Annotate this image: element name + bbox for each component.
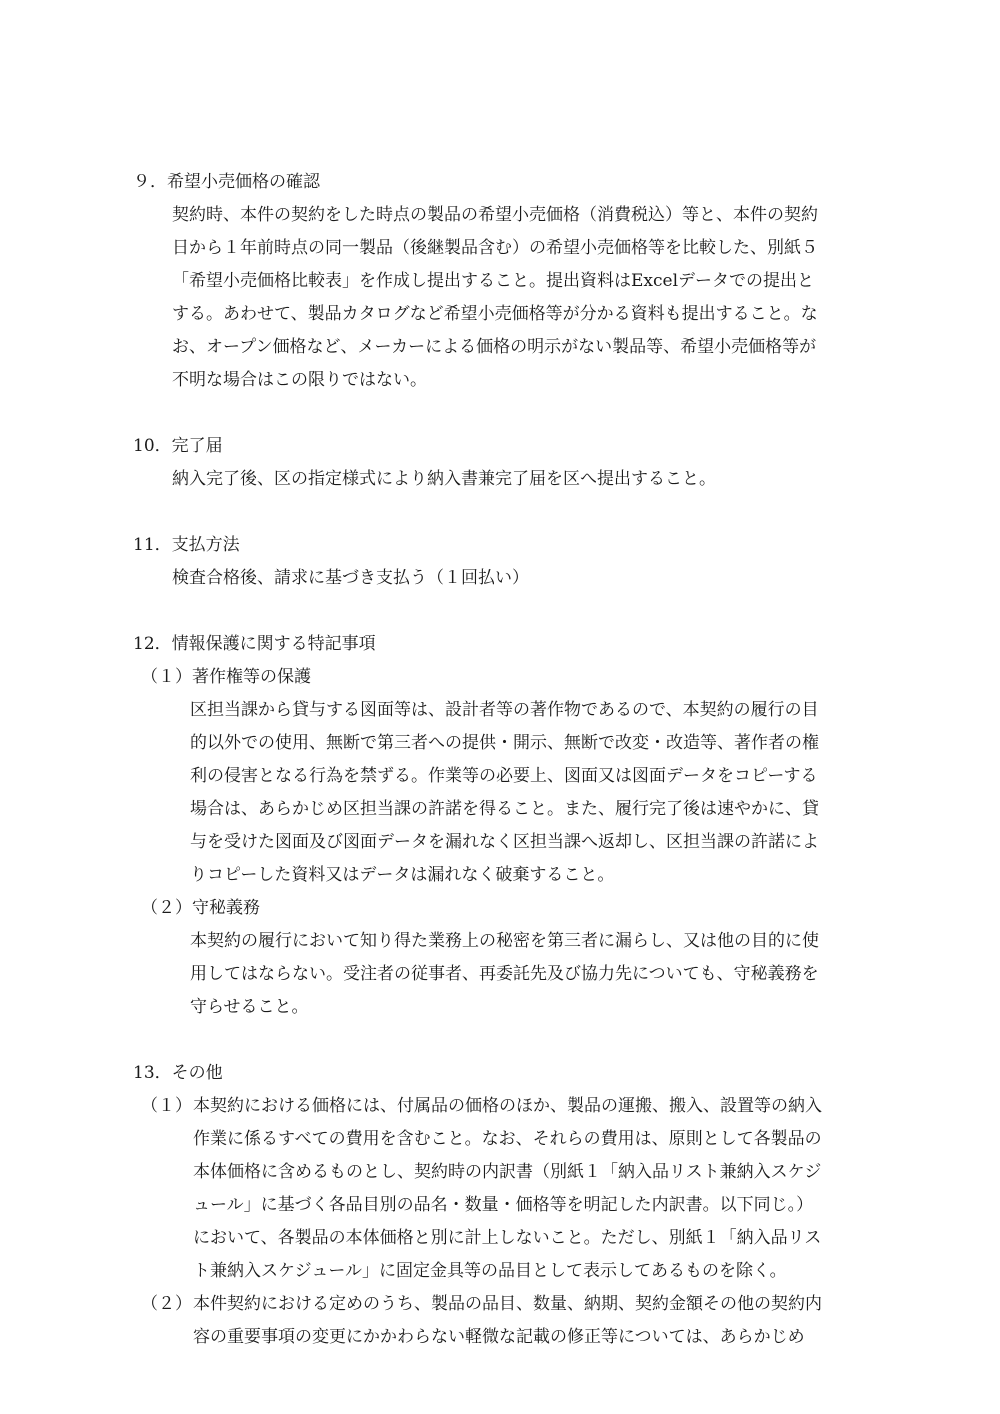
section-title: 完了届 — [171, 436, 223, 456]
section-title: 希望小売価格の確認 — [167, 172, 320, 192]
section-number: 13． — [133, 1063, 172, 1083]
section-number: 11． — [133, 535, 172, 555]
item-number: （１） — [141, 1096, 192, 1116]
section-number: ９． — [133, 172, 167, 192]
body-line: 契約時、本件の契約をした時点の製品の希望小売価格（消費税込）等と、本件の契約 — [172, 205, 818, 225]
body-line: 本契約の履行において知り得た業務上の秘密を第三者に漏らし、又は他の目的に使 — [190, 931, 819, 951]
body-line: 検査合格後、請求に基づき支払う（１回払い） — [172, 568, 529, 588]
body-line: 不明な場合はこの限りではない。 — [172, 370, 427, 390]
body-line: 容の重要事項の変更にかかわらない軽微な記載の修正等については、あらかじめ — [193, 1327, 805, 1347]
body-line: 守らせること。 — [190, 997, 309, 1017]
body-line: りコピーした資料又はデータは漏れなく破棄すること。 — [190, 865, 615, 885]
body-line: 日から１年前時点の同一製品（後継製品含む）の希望小売価格等を比較した、別紙５ — [172, 238, 818, 258]
body-line: 与を受けた図面及び図面データを漏れなく区担当課へ返却し、区担当課の許諾によ — [190, 832, 819, 852]
body-line: 本契約における価格には、付属品の価格のほか、製品の運搬、搬入、設置等の納入 — [193, 1096, 822, 1116]
section-11-heading — [133, 533, 240, 557]
subsection-title: 守秘義務 — [192, 898, 260, 918]
body-line: ュール」に基づく各品目別の品名・数量・価格等を明記した内訳書。以下同じ。） — [193, 1195, 814, 1215]
body-line: 的以外での使用、無断で第三者への提供・開示、無断で改変・改造等、著作者の権 — [190, 733, 819, 753]
body-line: 本件契約における定めのうち、製品の品目、数量、納期、契約金額その他の契約内 — [193, 1294, 822, 1314]
section-10-heading — [133, 434, 223, 458]
body-line: において、各製品の本体価格と別に計上しないこと。ただし、別紙１「納入品リス — [193, 1228, 822, 1248]
body-line: お、オープン価格など、メーカーによる価格の明示がない製品等、希望小売価格等が — [172, 337, 817, 357]
body-line: する。あわせて、製品カタログなど希望小売価格等が分かる資料も提出すること。な — [172, 304, 818, 324]
body-line: 「希望小売価格比較表」を作成し提出すること。提出資料はExcelデータでの提出と — [172, 271, 815, 291]
body-line: 納入完了後、区の指定様式により納入書兼完了届を区へ提出すること。 — [172, 469, 716, 489]
section-number: 12． — [133, 634, 172, 654]
subsection-title: 著作権等の保護 — [192, 667, 311, 687]
body-line: 区担当課から貸与する図面等は、設計者等の著作物であるので、本契約の履行の目 — [190, 700, 819, 720]
section-title: 支払方法 — [171, 535, 240, 555]
section-9-heading — [133, 170, 320, 194]
body-line: 場合は、あらかじめ区担当課の許諾を得ること。また、履行完了後は速やかに、貸 — [190, 799, 819, 819]
section-title: 情報保護に関する特記事項 — [171, 634, 376, 654]
subsection-heading — [141, 665, 311, 689]
body-line: 本体価格に含めるものとし、契約時の内訳書（別紙１「納入品リスト兼納入スケジ — [193, 1162, 822, 1182]
section-12-heading — [133, 632, 376, 656]
body-line: ト兼納入スケジュール」に固定金具等の品目として表示してあるものを除く。 — [193, 1261, 787, 1281]
item-number: （２） — [141, 1294, 192, 1314]
subsection-heading — [141, 896, 260, 920]
subsection-number: （２） — [141, 898, 192, 918]
subsection-number: （１） — [141, 667, 192, 687]
section-13-heading — [133, 1061, 223, 1085]
section-number: 10． — [133, 436, 172, 456]
body-line: 利の侵害となる行為を禁ずる。作業等の必要上、図面又は図面データをコピーする — [190, 766, 818, 786]
section-title: その他 — [171, 1063, 223, 1083]
body-line: 作業に係るすべての費用を含むこと。なお、それらの費用は、原則として各製品の — [193, 1129, 822, 1149]
body-line: 用してはならない。受注者の従事者、再委託先及び協力先についても、守秘義務を — [190, 964, 819, 984]
